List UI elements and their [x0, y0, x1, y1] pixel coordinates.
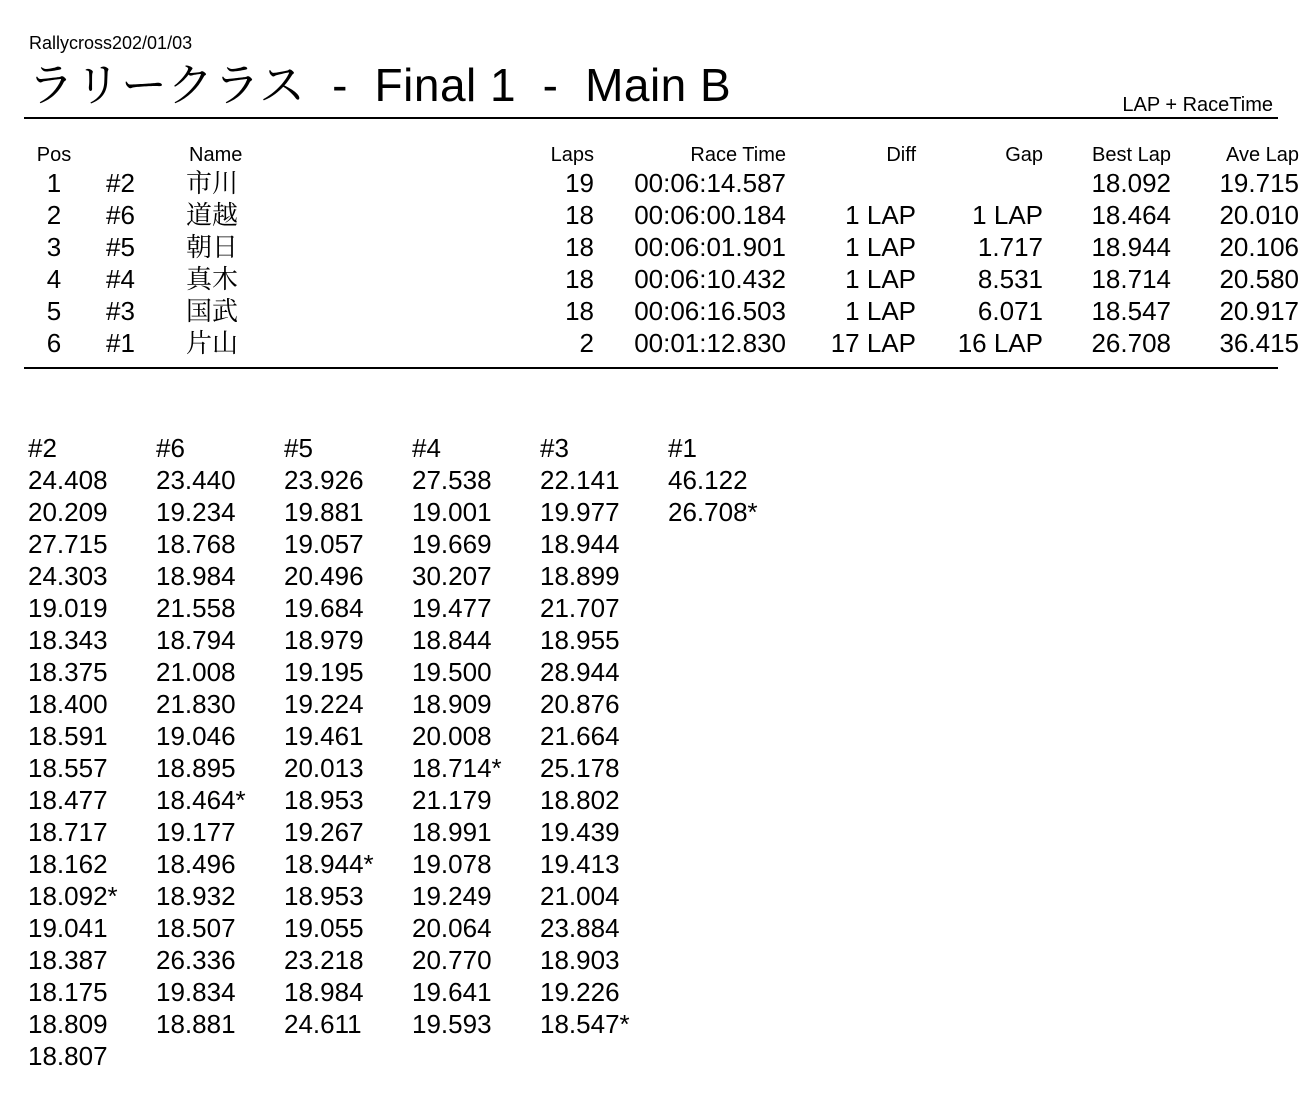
cell-laps: 18: [565, 200, 594, 230]
lap-time-cell: 26.708*: [668, 497, 758, 527]
lap-time-cell: 18.162: [28, 849, 108, 879]
page-title: ラリークラス - Final 1 - Main B: [28, 59, 732, 111]
lap-time-cell: 19.041: [28, 913, 108, 943]
lap-time-cell: 18.807: [28, 1041, 108, 1071]
lap-time-cell: 18.955: [540, 625, 620, 655]
lap-time-cell: 18.794: [156, 625, 236, 655]
lap-time-cell: 19.413: [540, 849, 620, 879]
lap-column-car-number: #3: [540, 433, 569, 463]
cell-car-number: #5: [106, 232, 135, 262]
lap-time-cell: 20.209: [28, 497, 108, 527]
lap-times-column: [284, 432, 412, 1072]
table-row: [24, 231, 1305, 263]
results-header-row: [24, 143, 1305, 167]
cell-ave-lap: 19.715: [1219, 168, 1299, 198]
cell-name: 市川: [186, 168, 239, 198]
lap-time-cell: 18.375: [28, 657, 108, 687]
results-divider: [24, 367, 1278, 369]
lap-column-car-number: #6: [156, 433, 185, 463]
lap-time-cell: 26.336: [156, 945, 236, 975]
cell-laps: 18: [565, 232, 594, 262]
table-row: [24, 263, 1305, 295]
cell-race-time: 00:06:16.503: [634, 296, 786, 326]
col-header-number: [84, 143, 186, 167]
lap-time-cell: 21.008: [156, 657, 236, 687]
cell-pos: 4: [46, 264, 62, 294]
lap-time-cell: 18.809: [28, 1009, 108, 1039]
cell-gap: 1 LAP: [972, 200, 1043, 230]
lap-time-cell: 19.593: [412, 1009, 492, 1039]
lap-time-cell: 19.249: [412, 881, 492, 911]
cell-ave-lap: 36.415: [1219, 328, 1299, 358]
lap-time-cell: 24.303: [28, 561, 108, 591]
lap-time-cell: 19.977: [540, 497, 620, 527]
lap-time-cell: 25.178: [540, 753, 620, 783]
lap-column-car-number: #2: [28, 433, 57, 463]
cell-best-lap: 18.464: [1091, 200, 1171, 230]
lap-time-cell: 20.013: [284, 753, 364, 783]
cell-diff: 17 LAP: [830, 328, 916, 358]
lap-time-cell: 18.881: [156, 1009, 236, 1039]
lap-time-cell: 19.078: [412, 849, 492, 879]
lap-times-column: [412, 432, 540, 1072]
col-header-name: Name: [189, 144, 243, 166]
lap-time-cell: 18.944*: [284, 849, 374, 879]
lap-time-cell: 19.224: [284, 689, 364, 719]
lap-time-cell: 23.926: [284, 465, 364, 495]
cell-ave-lap: 20.106: [1219, 232, 1299, 262]
cell-gap: 16 LAP: [957, 328, 1043, 358]
lap-time-cell: 18.714*: [412, 753, 502, 783]
cell-name: 片山: [186, 328, 239, 358]
lap-time-cell: 23.440: [156, 465, 236, 495]
results-table: [24, 143, 1305, 359]
lap-time-cell: 19.500: [412, 657, 492, 687]
lap-time-cell: 20.064: [412, 913, 492, 943]
lap-time-cell: 19.834: [156, 977, 236, 1007]
lap-time-cell: 18.909: [412, 689, 492, 719]
lap-column-car-number: #4: [412, 433, 441, 463]
lap-time-cell: 19.226: [540, 977, 620, 1007]
lap-time-cell: 28.944: [540, 657, 620, 687]
lap-time-cell: 18.899: [540, 561, 620, 591]
lap-time-cell: 46.122: [668, 465, 748, 495]
lap-time-cell: 19.046: [156, 721, 236, 751]
table-row: [24, 199, 1305, 231]
lap-times-column: [540, 432, 668, 1072]
col-header-pos: Pos: [36, 144, 72, 166]
lap-time-cell: 18.895: [156, 753, 236, 783]
lap-time-cell: 18.802: [540, 785, 620, 815]
lap-time-cell: 18.844: [412, 625, 492, 655]
lap-time-cell: 18.547*: [540, 1009, 630, 1039]
lap-column-car-number: #1: [668, 433, 697, 463]
cell-best-lap: 18.547: [1091, 296, 1171, 326]
cell-best-lap: 18.944: [1091, 232, 1171, 262]
lap-time-cell: 19.055: [284, 913, 364, 943]
cell-gap: [916, 167, 1043, 199]
lap-time-cell: 19.019: [28, 593, 108, 623]
lap-time-cell: 23.884: [540, 913, 620, 943]
cell-race-time: 00:06:01.901: [634, 232, 786, 262]
cell-pos: 5: [46, 296, 62, 326]
lap-time-cell: 20.876: [540, 689, 620, 719]
col-header-best-lap: Best Lap: [1092, 144, 1171, 166]
cell-ave-lap: 20.580: [1219, 264, 1299, 294]
header-divider: [24, 117, 1278, 119]
cell-car-number: #1: [106, 328, 135, 358]
cell-gap: 1.717: [977, 232, 1043, 262]
lap-time-cell: 21.664: [540, 721, 620, 751]
lap-time-cell: 20.008: [412, 721, 492, 751]
lap-time-cell: 18.944: [540, 529, 620, 559]
lap-time-cell: 19.881: [284, 497, 364, 527]
lap-time-cell: 18.953: [284, 785, 364, 815]
lap-time-cell: 18.343: [28, 625, 108, 655]
cell-car-number: #2: [106, 168, 135, 198]
report-type-label: LAP + RaceTime: [1122, 94, 1273, 116]
cell-race-time: 00:01:12.830: [634, 328, 786, 358]
lap-time-cell: 18.477: [28, 785, 108, 815]
col-header-race-time: Race Time: [690, 144, 786, 166]
cell-best-lap: 18.092: [1091, 168, 1171, 198]
cell-diff: 1 LAP: [845, 264, 916, 294]
lap-time-cell: 18.464*: [156, 785, 246, 815]
lap-time-cell: 27.538: [412, 465, 492, 495]
cell-race-time: 00:06:10.432: [634, 264, 786, 294]
cell-best-lap: 18.714: [1091, 264, 1171, 294]
lap-time-cell: 18.953: [284, 881, 364, 911]
cell-gap: 8.531: [977, 264, 1043, 294]
cell-best-lap: 26.708: [1091, 328, 1171, 358]
table-row: [24, 295, 1305, 327]
cell-laps: 2: [579, 328, 594, 358]
lap-time-cell: 19.439: [540, 817, 620, 847]
lap-time-cell: 19.267: [284, 817, 364, 847]
lap-time-cell: 19.684: [284, 593, 364, 623]
lap-time-cell: 18.932: [156, 881, 236, 911]
lap-time-cell: 20.770: [412, 945, 492, 975]
col-header-ave-lap: Ave Lap: [1225, 144, 1299, 166]
lap-time-cell: 19.057: [284, 529, 364, 559]
col-header-gap: Gap: [1005, 144, 1043, 166]
lap-time-cell: 21.179: [412, 785, 492, 815]
lap-time-cell: 18.991: [412, 817, 492, 847]
lap-times-grid: [28, 432, 796, 1072]
lap-time-cell: 19.477: [412, 593, 492, 623]
lap-time-cell: 18.984: [284, 977, 364, 1007]
lap-time-cell: 18.387: [28, 945, 108, 975]
cell-car-number: #3: [106, 296, 135, 326]
cell-car-number: #6: [106, 200, 135, 230]
lap-column-car-number: #5: [284, 433, 313, 463]
cell-laps: 19: [565, 168, 594, 198]
cell-car-number: #4: [106, 264, 135, 294]
table-row: [24, 327, 1305, 359]
cell-laps: 18: [565, 264, 594, 294]
lap-time-cell: 18.903: [540, 945, 620, 975]
lap-time-cell: 30.207: [412, 561, 492, 591]
cell-race-time: 00:06:00.184: [634, 200, 786, 230]
cell-name: 国武: [186, 296, 239, 326]
lap-time-cell: 23.218: [284, 945, 364, 975]
cell-diff: [786, 167, 916, 199]
lap-time-cell: 18.092*: [28, 881, 118, 911]
lap-time-cell: 21.558: [156, 593, 236, 623]
lap-time-cell: 22.141: [540, 465, 620, 495]
cell-name: 真木: [186, 264, 239, 294]
lap-time-cell: 19.177: [156, 817, 236, 847]
cell-ave-lap: 20.010: [1219, 200, 1299, 230]
lap-times-column: [156, 432, 284, 1072]
lap-time-cell: 21.004: [540, 881, 620, 911]
cell-laps: 18: [565, 296, 594, 326]
cell-diff: 1 LAP: [845, 296, 916, 326]
col-header-laps: Laps: [550, 144, 594, 166]
event-date-line: Rallycross202/01/03: [29, 33, 193, 53]
lap-time-cell: 24.408: [28, 465, 108, 495]
cell-diff: 1 LAP: [845, 200, 916, 230]
lap-time-cell: 18.496: [156, 849, 236, 879]
lap-time-cell: 18.768: [156, 529, 236, 559]
lap-time-cell: 18.984: [156, 561, 236, 591]
lap-time-cell: 18.591: [28, 721, 108, 751]
cell-name: 道越: [186, 200, 239, 230]
lap-times-column: [28, 432, 156, 1072]
cell-diff: 1 LAP: [845, 232, 916, 262]
lap-time-cell: 24.611: [284, 1009, 362, 1039]
cell-pos: 2: [46, 200, 62, 230]
lap-time-cell: 27.715: [28, 529, 108, 559]
lap-time-cell: 21.707: [540, 593, 620, 623]
lap-time-cell: 19.195: [284, 657, 364, 687]
lap-times-column: [668, 432, 796, 1072]
lap-time-cell: 21.830: [156, 689, 236, 719]
cell-name: 朝日: [186, 232, 239, 262]
lap-time-cell: 19.234: [156, 497, 236, 527]
cell-pos: 1: [46, 168, 62, 198]
cell-race-time: 00:06:14.587: [634, 168, 786, 198]
lap-time-cell: 19.641: [412, 977, 492, 1007]
lap-time-cell: 19.669: [412, 529, 492, 559]
table-row: [24, 167, 1305, 199]
cell-gap: 6.071: [977, 296, 1043, 326]
lap-time-cell: 18.507: [156, 913, 236, 943]
lap-time-cell: 19.461: [284, 721, 364, 751]
lap-time-cell: 18.979: [284, 625, 364, 655]
cell-ave-lap: 20.917: [1219, 296, 1299, 326]
cell-pos: 6: [46, 328, 62, 358]
lap-time-cell: 18.717: [28, 817, 108, 847]
lap-time-cell: 18.400: [28, 689, 108, 719]
lap-time-cell: 18.175: [28, 977, 108, 1007]
lap-time-cell: 19.001: [412, 497, 492, 527]
lap-time-cell: 20.496: [284, 561, 364, 591]
col-header-diff: Diff: [886, 144, 916, 166]
cell-pos: 3: [46, 232, 62, 262]
lap-time-cell: 18.557: [28, 753, 108, 783]
